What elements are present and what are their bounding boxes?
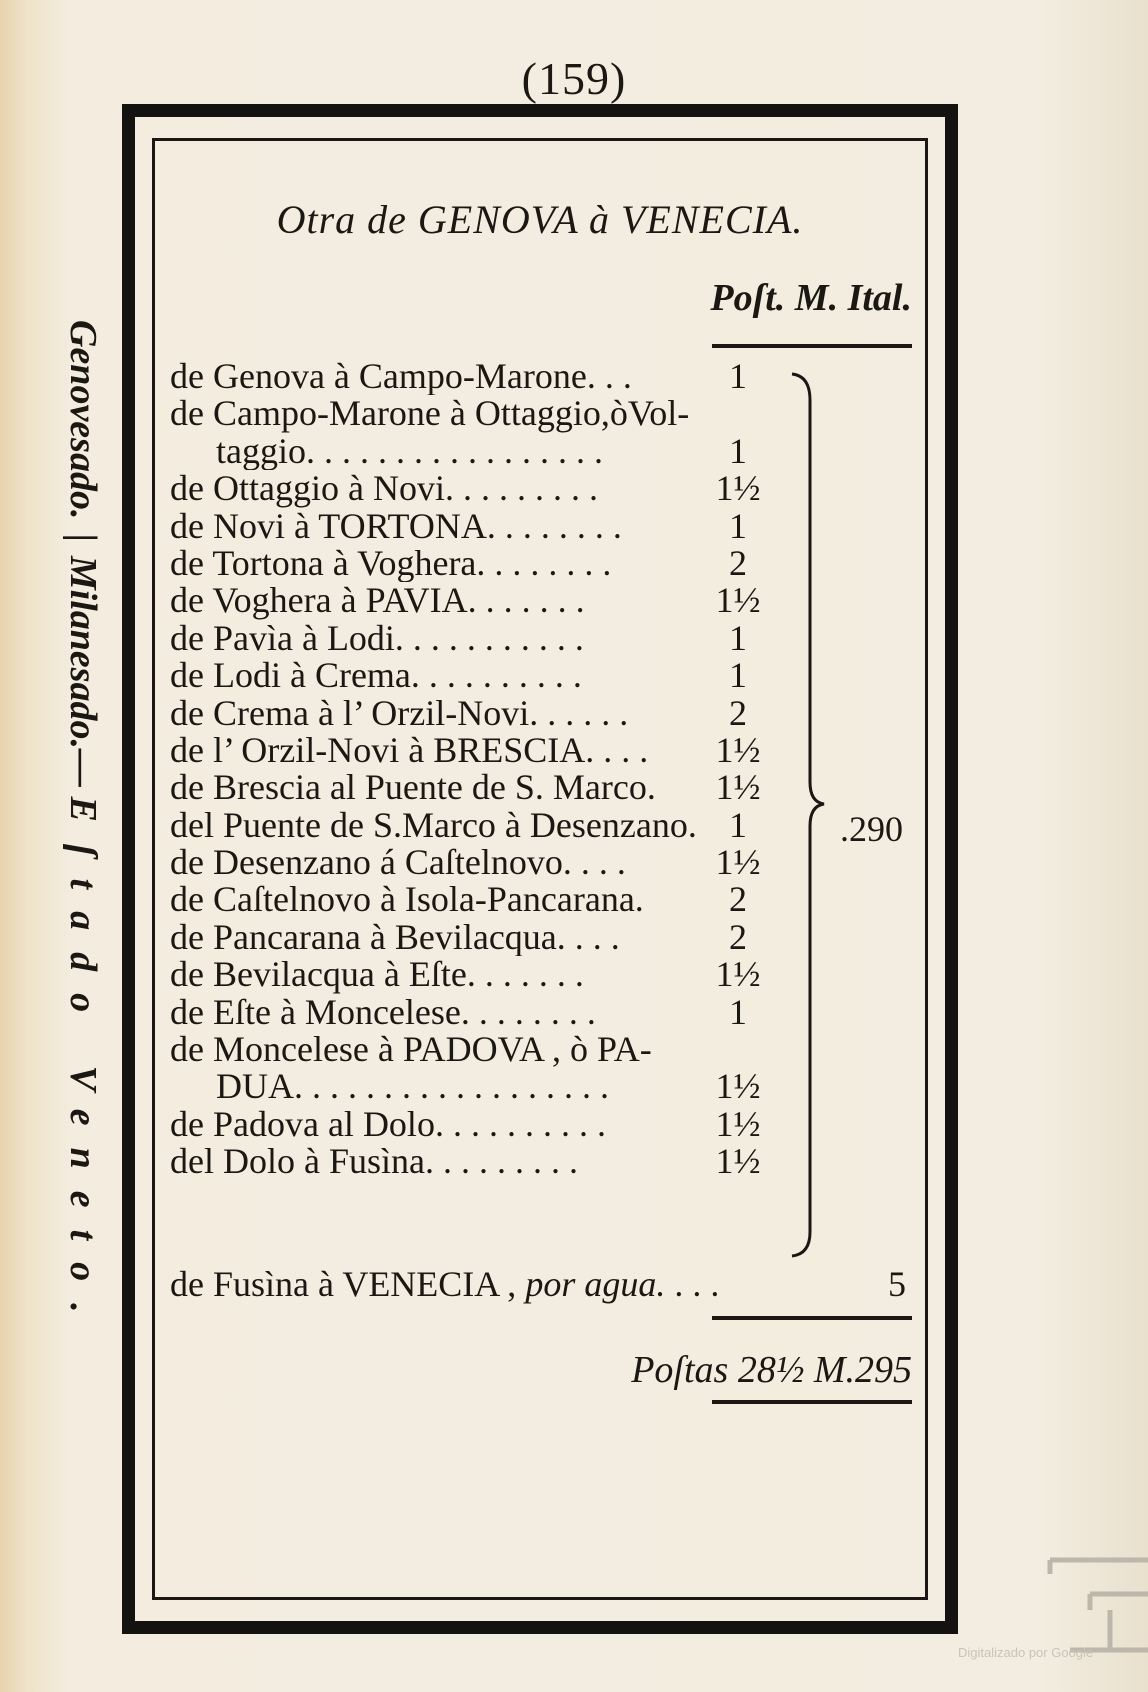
route-posts: 1½ — [715, 729, 761, 770]
route-posts: 1½ — [715, 1141, 761, 1182]
route-name: de Voghera à PAVIA. . . . . . . — [170, 582, 585, 620]
final-route-mode: por agua. — [525, 1264, 666, 1304]
route-posts: 1½ — [715, 580, 761, 621]
route-name: de Padova al Dolo. . . . . . . . . . — [170, 1105, 606, 1144]
margin-label-milanesado: Milanesado.— — [62, 555, 104, 788]
route-list — [170, 358, 770, 1181]
final-route-posts: 5 — [888, 1264, 906, 1304]
route-name: de Moncelese à PADOVA , ò PA- — [170, 1031, 652, 1069]
route-posts: 2 — [729, 916, 747, 957]
route-name: de Tortona à Voghera. . . . . . . . — [170, 544, 612, 583]
route-row — [170, 657, 770, 694]
final-route — [170, 1263, 719, 1305]
final-route-dots: . . . — [674, 1264, 720, 1304]
route-posts: 1½ — [715, 954, 761, 995]
page-number: (159) — [521, 53, 627, 104]
route-row — [170, 1103, 770, 1144]
route-row — [170, 395, 770, 432]
total-line: Poſtas 28½ M.295 — [631, 1349, 912, 1391]
route-name: de Brescia al Puente de S. Marco. — [170, 769, 656, 807]
route-posts: 1½ — [715, 1103, 761, 1144]
margin-separator: | — [62, 533, 104, 542]
route-row — [170, 470, 770, 507]
route-name: de Caſtelnovo à Isola-Pancarana. — [170, 881, 644, 919]
route-row — [170, 617, 770, 658]
route-row — [170, 1068, 770, 1105]
route-name: DUA. . . . . . . . . . . . . . . . . . — [216, 1068, 609, 1106]
brace-total: .290 — [840, 809, 903, 849]
route-posts: 1½ — [715, 1066, 761, 1107]
route-posts: 1 — [729, 804, 747, 845]
route-posts: 1 — [729, 617, 747, 658]
route-row — [170, 582, 770, 619]
route-row — [170, 844, 770, 881]
margin-label-estado-veneto: Eſtado Veneto. — [62, 796, 104, 1335]
route-row — [170, 358, 770, 395]
route-row — [170, 991, 770, 1032]
route-name: de Bevilacqua à Eſte. . . . . . . — [170, 956, 584, 994]
column-header: Poſt. M. Ital. — [710, 277, 912, 319]
route-posts: 1 — [729, 356, 747, 396]
route-posts: 1½ — [715, 468, 761, 509]
route-name: de Eſte à Moncelese. . . . . . . . — [170, 993, 596, 1032]
route-name: del Puente de S.Marco à Desenzano. — [170, 806, 697, 845]
header-rule — [712, 344, 912, 348]
route-name: de Ottaggio à Novi. . . . . . . . . — [170, 470, 598, 508]
brace-icon — [788, 370, 828, 1260]
total-rule-top — [712, 1316, 912, 1320]
route-posts: 1 — [729, 655, 747, 696]
route-row — [170, 542, 770, 583]
route-row — [170, 956, 770, 993]
route-name: de Genova à Campo-Marone. . . — [170, 358, 632, 396]
route-row — [170, 1031, 770, 1068]
route-row — [170, 505, 770, 546]
route-posts: 1 — [729, 505, 747, 546]
corner-ornament-icon — [1010, 1530, 1148, 1660]
route-name: de Pancarana à Bevilacqua. . . . — [170, 918, 620, 957]
route-row — [170, 804, 770, 845]
route-posts: 1½ — [715, 767, 761, 808]
route-name: de Pavìa à Lodi. . . . . . . . . . . — [170, 619, 584, 658]
route-row — [170, 692, 770, 733]
route-posts: 1 — [729, 430, 747, 471]
route-name: de Campo-Marone à Ottaggio,òVol- — [170, 395, 690, 433]
margin-label — [58, 320, 108, 1335]
route-name: taggio. . . . . . . . . . . . . . . . . — [216, 432, 603, 471]
route-name: de Lodi à Crema. . . . . . . . . . — [170, 657, 582, 695]
route-posts: 2 — [729, 692, 747, 733]
route-name: de Crema à l’ Orzil-Novi. . . . . . — [170, 694, 629, 732]
route-posts: 1½ — [715, 842, 761, 883]
route-row — [170, 769, 770, 806]
route-row — [170, 430, 770, 471]
route-posts: 2 — [729, 879, 747, 920]
digitization-watermark: Digitalizado por Google — [958, 1645, 1094, 1660]
route-row — [170, 916, 770, 957]
final-route-name: de Fusìna à VENECIA , — [170, 1264, 517, 1304]
route-name: de l’ Orzil-Novi à BRESCIA. . . . — [170, 731, 649, 770]
route-posts: 2 — [729, 542, 747, 583]
route-row — [170, 881, 770, 918]
route-name: de Novi à TORTONA. . . . . . . . — [170, 507, 622, 545]
route-row — [170, 1143, 770, 1180]
margin-label-genovesado: Genovesado. — [62, 320, 104, 520]
route-row — [170, 729, 770, 770]
route-name: de Desenzano á Caſtelnovo. . . . — [170, 844, 626, 882]
route-posts: 1 — [729, 991, 747, 1032]
route-name: del Dolo à Fusìna. . . . . . . . . — [170, 1143, 578, 1181]
total-rule-bottom — [712, 1400, 912, 1404]
route-title: Otra de GENOVA à VENECIA. — [276, 197, 804, 242]
